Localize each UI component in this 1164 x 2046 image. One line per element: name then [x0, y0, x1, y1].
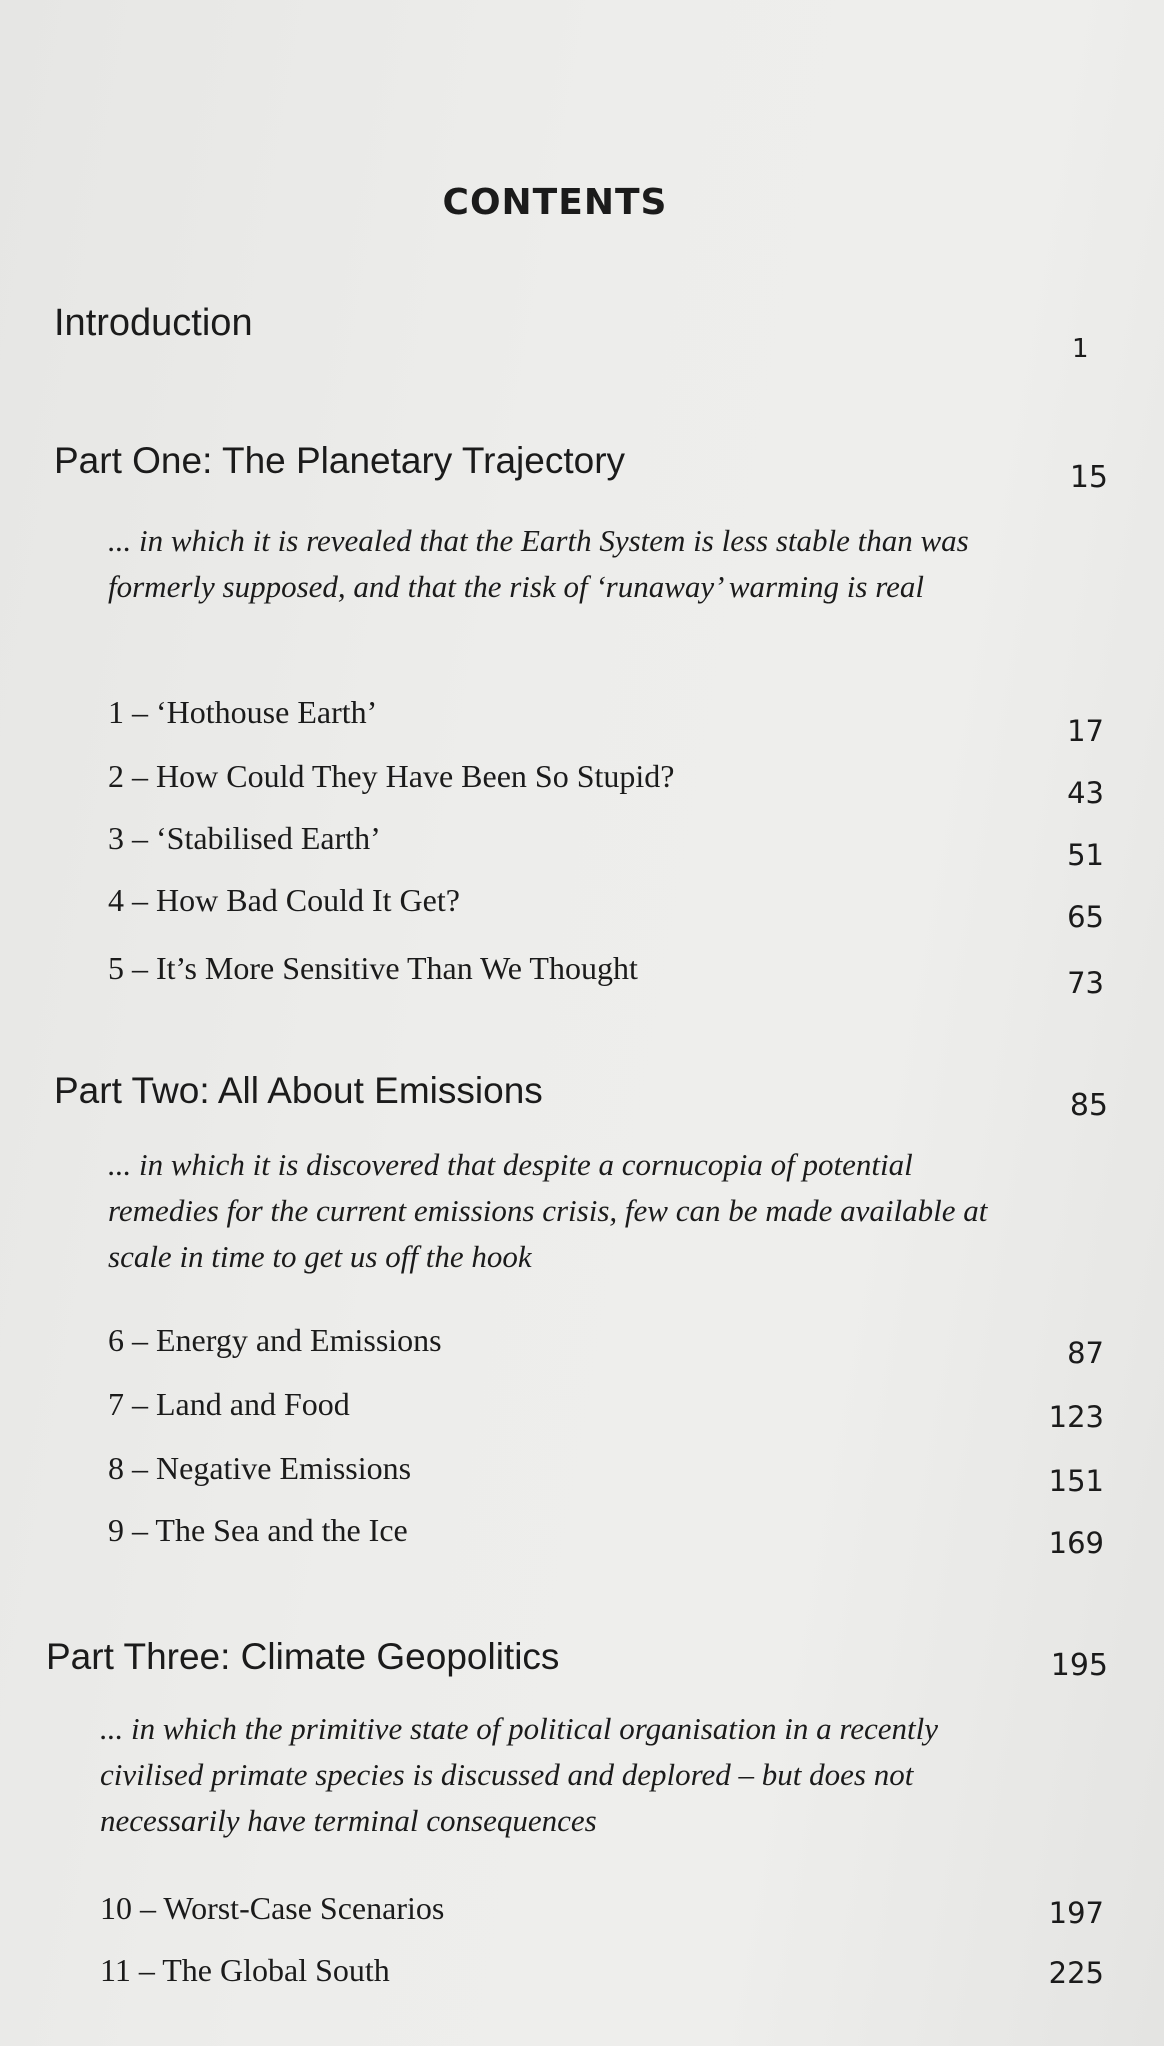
introduction-page-number: 1	[1072, 334, 1089, 364]
chapter-page-number: 73	[1067, 966, 1104, 1000]
chapter-page-number: 151	[1048, 1464, 1104, 1498]
chapter-entry: 9 – The Sea and the Ice	[108, 1512, 408, 1548]
chapter-entry: 11 – The Global South	[100, 1952, 390, 1988]
part-two-description: ... in which it is discovered that despite a cornucopia of potential remedies for the current emissions crisis, few can be made available at scale in time to get us off the hook	[108, 1147, 988, 1274]
part-two-page-number: 85	[1069, 1088, 1108, 1123]
chapter-page-number: 197	[1048, 1896, 1104, 1930]
chapter-entry: 10 – Worst-Case Scenarios	[100, 1890, 445, 1926]
part-three-page-number: 195	[1050, 1648, 1108, 1683]
chapter-entry: 5 – It’s More Sensitive Than We Thought	[108, 950, 638, 986]
page-title: CONTENTS	[442, 182, 668, 223]
chapter-entry: 8 – Negative Emissions	[108, 1450, 412, 1486]
chapter-entry: 3 – ‘Stabilised Earth’	[108, 820, 381, 856]
chapter-entry: 2 – How Could They Have Been So Stupid?	[108, 758, 675, 794]
chapter-page-number: 169	[1048, 1526, 1104, 1560]
chapter-page-number: 87	[1067, 1336, 1104, 1370]
chapter-entry: 1 – ‘Hothouse Earth’	[108, 694, 378, 730]
part-one-title: Part One: The Planetary Trajectory	[54, 440, 626, 481]
chapter-entry: 7 – Land and Food	[108, 1386, 350, 1422]
part-one-description: ... in which it is revealed that the Earth System is less stable than was formerly supposed, and that the risk of ‘runaway’ warming is real	[108, 523, 969, 604]
part-three-description: ... in which the primitive state of political organisation in a recently civilised primate species is discussed and deplored – but does not necessarily have terminal consequences	[100, 1711, 939, 1838]
chapter-page-number: 51	[1067, 838, 1104, 872]
part-one-page-number: 15	[1069, 460, 1108, 495]
chapter-page-number: 225	[1048, 1956, 1104, 1990]
chapter-entry: 6 – Energy and Emissions	[108, 1322, 442, 1358]
part-two-title: Part Two: All About Emissions	[54, 1070, 543, 1111]
chapter-page-number: 43	[1067, 776, 1104, 810]
chapter-page-number: 65	[1067, 900, 1104, 934]
introduction-label: Introduction	[54, 302, 253, 344]
chapter-entry: 4 – How Bad Could It Get?	[108, 882, 460, 918]
chapter-page-number: 123	[1048, 1400, 1104, 1434]
chapter-page-number: 17	[1067, 714, 1104, 748]
part-three-title: Part Three: Climate Geopolitics	[46, 1636, 560, 1677]
